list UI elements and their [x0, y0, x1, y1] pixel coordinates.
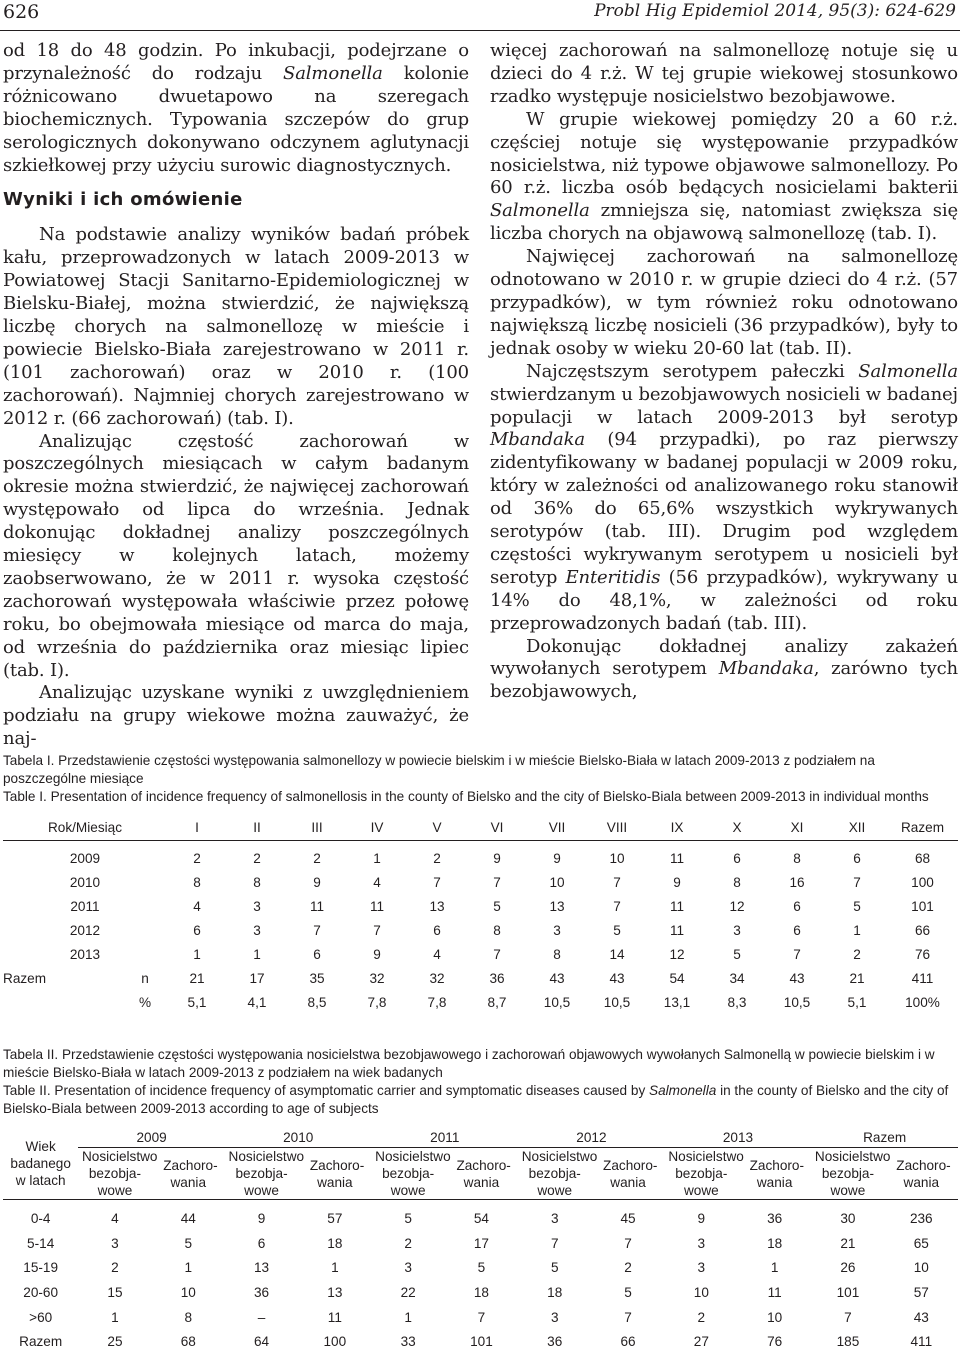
- table1-cell: 6: [793, 922, 801, 938]
- table2-disease-header: [738, 1148, 811, 1200]
- table2-carrier-label: Nosicielstwo bezobja-wowe: [814, 1149, 891, 1198]
- table2-cell: 5: [624, 1284, 632, 1300]
- table2-year-header: 2013: [665, 1127, 812, 1148]
- table2-cell: 21: [840, 1235, 856, 1251]
- table2-year-header: 2012: [518, 1127, 665, 1148]
- table1-cell: 8: [733, 874, 741, 890]
- table1-cell: 7: [313, 922, 321, 938]
- table1-cell: 2: [433, 850, 441, 866]
- table2: [3, 1127, 958, 1354]
- table2-carrier-header: [372, 1148, 451, 1200]
- serotype-name: Mbandaka: [718, 658, 814, 680]
- table2-carrier-label: Nosicielstwo bezobja-wowe: [668, 1149, 744, 1198]
- table2-cell: 36: [547, 1334, 563, 1350]
- page-number: 626: [3, 1, 40, 23]
- table1-cell: 16: [789, 874, 805, 890]
- table1-cell: 11: [309, 898, 325, 914]
- table-row: [3, 918, 958, 942]
- table1-cell: 7: [433, 874, 441, 890]
- table2-cell: 236: [909, 1210, 933, 1226]
- table1-year-cell: 2011: [70, 898, 100, 914]
- table2-cell: 9: [697, 1210, 706, 1226]
- table1-cell: 7: [613, 874, 621, 890]
- table2-cell: 64: [253, 1334, 270, 1350]
- table1-cell: 5: [613, 922, 621, 938]
- table2-cell: 2: [111, 1260, 119, 1276]
- table2-cell: 9: [257, 1210, 266, 1226]
- table2-cell: 5: [550, 1260, 559, 1276]
- table1-cell: 2: [313, 850, 321, 866]
- table1-header: XI: [790, 819, 804, 835]
- table-row: [3, 1305, 958, 1330]
- table1-cell: 12: [729, 898, 745, 914]
- table1-cell: 9: [493, 850, 501, 866]
- table2-cell: 54: [473, 1210, 489, 1226]
- table1-cell: 9: [373, 946, 381, 962]
- table-row: [3, 1255, 958, 1280]
- table1-cell: 36: [489, 970, 505, 986]
- table1-caption: [3, 752, 958, 806]
- table1-total-label: [3, 990, 123, 1014]
- table1-cell: 4,1: [247, 994, 267, 1010]
- table2-cell: 5: [404, 1210, 412, 1226]
- table2-cell: 2: [697, 1309, 706, 1325]
- table-row: [3, 1200, 958, 1231]
- table2-cell: 1: [404, 1309, 412, 1325]
- table2-year-header: 2009: [78, 1127, 225, 1148]
- table2-subheader-row: [3, 1148, 958, 1200]
- table2-cell: 68: [180, 1334, 196, 1350]
- table-row: [3, 942, 958, 966]
- genus-name: Salmonella: [649, 1083, 717, 1098]
- table1-cell: 3: [733, 922, 741, 938]
- table1-cell: 6: [853, 850, 861, 866]
- table1-header: VII: [548, 819, 566, 835]
- left-column: [3, 40, 469, 751]
- serotype-name: Mbandaka: [490, 429, 585, 451]
- serotype-name: Enteritidis: [565, 566, 661, 588]
- table2-cell: 1: [184, 1260, 193, 1276]
- table1-cell: 6: [733, 850, 741, 866]
- right-paragraph-3: Najczęstszym serotypem pałeczki Salmonella stwierdzanym u bezobjawowych nosicieli w badanej populacji w latach 2009-2013 był serotyp Mbandaka (94 przypadki), po raz pierwszy zidentyfikowany w badanej populacji w 2009 roku, który w zależności od analizowanego roku stanowił od 36% do 65,6% wszystkich wykrywanych serotypów (tab. III). Drugim pod względem częstości wykrywanym serotypem u nosicieli był serotyp Enteritidis (56 przypadków), wykrywany u 14% do 48,1%, w zależności od roku przeprowadzonych badań (tab. III).: [490, 360, 959, 634]
- table2-carrier-label: Nosicielstwo bezobja-wowe: [228, 1149, 305, 1198]
- table2-cell: 5: [477, 1260, 486, 1276]
- table1-cell: 4: [193, 898, 201, 914]
- table1-header: XII: [848, 819, 866, 835]
- table1-cell: 32: [369, 970, 385, 986]
- table2-disease-label: Zachoro-wania: [309, 1157, 365, 1190]
- journal-citation: Probl Hig Epidemiol 2014, 95(3): 624-629: [594, 1, 956, 21]
- table1-cell: 9: [313, 874, 321, 890]
- table2-body: [3, 1200, 958, 1355]
- table1-header: Rok/Miesiąc: [47, 819, 123, 835]
- table1-cell: 13: [429, 898, 445, 914]
- table1-header: VIII: [606, 819, 628, 835]
- table1-cell: 10,5: [543, 994, 571, 1010]
- table1-caption-pl: Tabela I. Przedstawienie częstości występowania salmonellozy w powiecie bielskim i w mieście Bielsko-Biała w latach 2009-2013 z podziałem na poszczególne miesiące: [3, 753, 875, 786]
- table2-cell: 100: [323, 1334, 347, 1350]
- table1-cell: 7: [613, 898, 621, 914]
- table-row: [3, 1329, 958, 1354]
- table1-cell: 14: [609, 946, 625, 962]
- table2-cell: 36: [253, 1284, 270, 1300]
- table2-cell: 3: [697, 1235, 706, 1251]
- table2-carrier-header: [518, 1148, 598, 1200]
- table1-cell: 100%: [905, 994, 940, 1010]
- table1-cell: 2: [193, 850, 201, 866]
- results-paragraph-1: Na podstawie analizy wyników badań próbek kału, przeprowadzonych w latach 2009-2013 w Powiatowej Stacji Sanitarno-Epidemiologicznej w Bielsku-Białej, można stwierdzić, że największą liczbę chorych na salmonellozę w mieście i powiecie Bielsko-Biała zarejestrowano w 2011 r. (101 zachorowań) oraz w 2010 r. (100 zachorowań). Najmniej chorych zarejestrowano w 2012 r. (66 zachorowań) (tab. I).: [3, 224, 469, 429]
- table2-disease-label: Zachoro-wania: [456, 1157, 511, 1190]
- table2-age-header: Wiek badanego w latach: [3, 1127, 78, 1200]
- table2-carrier-label: Nosicielstwo bezobja-wowe: [375, 1149, 451, 1198]
- table2-cell: 7: [624, 1235, 632, 1251]
- table2-caption-pl: Tabela II. Przedstawienie częstości występowania nosicielstwa bezobjawowego i zachorowań objawowych wywołanych Salmonellą w powiecie bielskim i w mieście Bielsko-Biała w latach 2009-2013 z podziałem na wiek badanych: [3, 1047, 935, 1080]
- table1-cell: 32: [429, 970, 445, 986]
- table1-cell: 21: [849, 970, 865, 986]
- table1-cell: 2: [253, 850, 261, 866]
- table1-cell: 11: [669, 922, 685, 938]
- table2-cell: 13: [327, 1284, 343, 1300]
- table2-cell: 57: [913, 1284, 929, 1300]
- table1-cell: 7: [793, 946, 801, 962]
- table1-year-cell: 2013: [69, 946, 101, 962]
- table2-disease-header: [152, 1148, 225, 1200]
- table1-cell: 6: [193, 922, 201, 938]
- table2-year-header: 2011: [372, 1127, 519, 1148]
- table2-cell: 10: [913, 1260, 929, 1276]
- table2-carrier-header: [811, 1148, 891, 1200]
- table1-cell: 5: [733, 946, 741, 962]
- table2-cell: 18: [767, 1235, 783, 1251]
- table2-cell: 8: [184, 1309, 193, 1325]
- table1-cell: 101: [911, 898, 934, 914]
- table1-cell: 8,7: [487, 994, 507, 1010]
- table1-cell: 34: [729, 970, 745, 986]
- table1-cell: 35: [309, 970, 325, 986]
- table2-cell: 7: [477, 1309, 486, 1325]
- table1-cell: 1: [853, 922, 861, 938]
- table1-cell: 8: [193, 874, 201, 890]
- table2-age-cell: 20-60: [23, 1284, 59, 1300]
- table1-cell: 3: [253, 898, 261, 914]
- table1-body: [3, 841, 958, 1015]
- table1-cell: 8,3: [727, 994, 747, 1010]
- table1-cell: 54: [669, 970, 685, 986]
- table1-total-label: Razem: [3, 970, 47, 986]
- table2-cell: 36: [767, 1210, 783, 1226]
- table1-cell: 66: [914, 922, 931, 938]
- table1-cell: 4: [433, 946, 441, 962]
- table1-header: III: [311, 819, 323, 835]
- table1-cell: 100: [911, 874, 934, 890]
- table2-cell: 5: [184, 1235, 193, 1251]
- table1-header: I: [195, 819, 199, 835]
- table2-cell: 43: [913, 1309, 929, 1325]
- table1-cell: 2: [853, 946, 861, 962]
- table2-caption-en: Table II. Presentation of incidence frequency of asymptomatic carrier and symptomatic diseases caused by Salmonella in the county of Bielsko and the city of Bielsko-Biala between 2009-2013 according to age of subjects: [3, 1083, 949, 1116]
- table1-cell: 1: [193, 946, 201, 962]
- table-row: [3, 870, 958, 894]
- table2-cell: 15: [107, 1284, 123, 1300]
- table1-cell: 8: [553, 946, 561, 962]
- table1-cell: 10,5: [783, 994, 811, 1010]
- table2-cell: 22: [400, 1284, 416, 1300]
- right-paragraph-1: W grupie wiekowej pomiędzy 20 a 60 r.ż. częściej notuje się występowanie przypadków nosicielstwa, niż typowe objawowe salmonellozy. Po 60 r.ż. liczba osób będących nosicielami bakterii Salmonella zmniejsza się, natomiast zwiększa się liczba chorych na objawową salmonellozę (tab. I).: [490, 108, 958, 245]
- table1-cell: 5,1: [847, 994, 867, 1010]
- table1-header: IX: [670, 819, 684, 835]
- table2-cell: 33: [400, 1334, 416, 1350]
- table2-cell: 7: [550, 1235, 559, 1251]
- table2-carrier-label: Nosicielstwo bezobja-wowe: [521, 1149, 598, 1198]
- table2-disease-header: [298, 1148, 371, 1200]
- table1-cell: 13: [549, 898, 565, 914]
- table1-year-cell: 2010: [69, 874, 101, 890]
- table2-cell: 101: [836, 1284, 860, 1300]
- table1-cell: 7,8: [367, 994, 387, 1010]
- table1-year-cell: 2009: [69, 850, 101, 866]
- table2-cell: 13: [253, 1260, 270, 1276]
- table1-cell: 10: [549, 874, 565, 890]
- table1-cell: 8,5: [307, 994, 327, 1010]
- table1-cell: 6: [433, 922, 441, 938]
- table1-cell: 11: [669, 898, 685, 914]
- right-column: [490, 40, 958, 704]
- table1-cell: 9: [673, 874, 681, 890]
- table2-cell: 30: [840, 1210, 856, 1226]
- table2-cell: 7: [844, 1309, 852, 1325]
- table2-carrier-label: Nosicielstwo bezobja-wowe: [81, 1149, 158, 1198]
- table1-cell: 1: [373, 850, 381, 866]
- table1-cell: 11: [669, 850, 685, 866]
- table1-cell: 9: [553, 850, 561, 866]
- table2-cell: 101: [470, 1334, 493, 1350]
- table1-cell: 411: [911, 970, 934, 986]
- right-paragraph-2: Najwięcej zachorowań na salmonellozę odnotowano w 2010 r. w grupie dzieci do 4 r.ż. (57 przypadków), w tym również roku odnotowano największą liczbę nosicieli (36 przypadków), były to jednak osoby w wieku 20-60 lat (tab. II).: [490, 246, 958, 359]
- table-row: [3, 966, 958, 990]
- table2-cell: 3: [404, 1260, 412, 1276]
- table2-cell: 2: [404, 1235, 412, 1251]
- table2-cell: 45: [620, 1210, 636, 1226]
- results-paragraph-3: Analizując uzyskane wyniki z uwzględnieniem podziału na grupy wiekowe można zauważyć, że naj-: [3, 682, 469, 750]
- table-row: [3, 894, 958, 918]
- table2-cell: 6: [257, 1235, 266, 1251]
- table2-cell: 10: [180, 1284, 196, 1300]
- table2-cell: 2: [624, 1260, 632, 1276]
- table-row: [3, 990, 958, 1014]
- table1-cell: 4: [373, 874, 381, 890]
- page-header: [0, 0, 960, 26]
- table2-cell: 11: [767, 1284, 782, 1300]
- table2-disease-label: Zachoro-wania: [896, 1157, 951, 1190]
- table1-cell: 10: [609, 850, 625, 866]
- table2-cell: 4: [111, 1210, 119, 1226]
- table2-cell: –: [257, 1309, 266, 1325]
- table1-total-sublabel: %: [138, 994, 152, 1010]
- results-paragraph-2: Analizując częstość zachorowań w poszczególnych miesiącach w całym badanym okresie można stwierdzić, że najwięcej zachorowań występowało od lipca do września. Jednak dokonując dokładnej analizy poszczególnych miesięcy w kolejnych latach, możemy zaobserwowano, że w 2011 r. wysoka częstość zachorowań występowała właściwie przez połowę roku, bo obejmowała miesiące od marca do maja, od września do października oraz miesiąc lipiec (tab. I).: [3, 430, 469, 681]
- table2-cell: 185: [836, 1334, 860, 1350]
- table1-cell: 13,1: [663, 994, 691, 1010]
- section-heading: Wyniki i ich omówienie: [3, 189, 243, 211]
- table2-carrier-header: [225, 1148, 305, 1200]
- table1-header: IV: [370, 819, 384, 835]
- table2-cell: 17: [473, 1235, 489, 1251]
- intro-paragraph: od 18 do 48 godzin. Po inkubacji, podejrzane o przynależność do rodzaju Salmonella kolonie różnicowano dwuetapowo na szeregach biochemicznych. Typowania szczepów do grup serologicznych dokonywano odczynem aglutynacji szkiełkowej przy użyciu surowic diagnostycznych.: [3, 40, 469, 176]
- table-row: [3, 1231, 958, 1256]
- table2-cell: 3: [697, 1260, 706, 1276]
- table1-caption-en: Table I. Presentation of incidence frequency of salmonellosis in the county of Bielsko and the city of Bielsko-Biala between 2009-2013 in individual months: [3, 789, 929, 804]
- table1-cell: 7: [853, 874, 861, 890]
- table1-cell: 7: [493, 946, 501, 962]
- table2-cell: 18: [473, 1284, 489, 1300]
- table1-cell: 43: [549, 970, 565, 986]
- table2-age-cell: 0-4: [30, 1210, 51, 1226]
- table1-cell: 43: [789, 970, 805, 986]
- table1-cell: 5,1: [187, 994, 207, 1010]
- table1-cell: 1: [253, 946, 261, 962]
- table2-cell: 66: [620, 1334, 636, 1350]
- table2-cell: 27: [693, 1334, 709, 1350]
- table2-cell: 3: [550, 1309, 559, 1325]
- table2-cell: 1: [111, 1309, 119, 1325]
- table1-header: VI: [490, 819, 504, 835]
- table2-cell: 7: [624, 1309, 632, 1325]
- table1-cell: 3: [253, 922, 261, 938]
- table1-cell: 76: [914, 946, 931, 962]
- table1: [3, 814, 958, 1014]
- table2-year-row: [3, 1127, 958, 1148]
- table2-cell: 1: [331, 1260, 339, 1276]
- table1-cell: 17: [249, 970, 265, 986]
- table1-cell: 8: [793, 850, 801, 866]
- table1-header: X: [732, 819, 742, 835]
- table2-cell: 3: [111, 1235, 119, 1251]
- table1-cell: 8: [493, 922, 501, 938]
- table2-age-cell: 5-14: [27, 1235, 55, 1251]
- table-row: [3, 841, 958, 871]
- table1-cell: 12: [669, 946, 685, 962]
- table1-cell: 21: [189, 970, 205, 986]
- table1-year-cell: 2012: [69, 922, 101, 938]
- table1-cell: 8: [253, 874, 261, 890]
- table1-cell: 7,8: [427, 994, 447, 1010]
- table1-header-row: [3, 814, 958, 841]
- table1-total-sublabel: n: [141, 970, 149, 986]
- table1-cell: 6: [313, 946, 321, 962]
- table1-cell: 68: [914, 850, 931, 866]
- table2-cell: 65: [913, 1235, 929, 1251]
- table2-age-cell: 15-19: [23, 1260, 59, 1276]
- table1-cell: 3: [553, 922, 561, 938]
- table2-disease-header: [885, 1148, 958, 1200]
- table2-cell: 3: [550, 1210, 559, 1226]
- table2-cell: 26: [840, 1260, 856, 1276]
- table1-header: Razem: [900, 819, 945, 835]
- table2-cell: 44: [180, 1210, 196, 1226]
- genus-name: Salmonella: [858, 360, 958, 382]
- table1-cell: 43: [609, 970, 625, 986]
- table2-year-header: Razem: [811, 1127, 958, 1148]
- table2-cell: 18: [547, 1284, 563, 1300]
- table2-cell: 18: [327, 1235, 343, 1251]
- table2-cell: 25: [107, 1334, 123, 1350]
- table2-disease-label: Zachoro-wania: [163, 1157, 218, 1190]
- table2-disease-header: [445, 1148, 518, 1200]
- table2-carrier-header: [665, 1148, 744, 1200]
- table2-cell: 411: [910, 1334, 933, 1350]
- table1-header: V: [432, 819, 442, 835]
- table-row: [3, 1280, 958, 1305]
- right-paragraph-4: Dokonując dokładnej analizy zakażeń wywołanych serotypem Mbandaka, zarówno tych bezobjawowych,: [490, 635, 958, 703]
- table1-cell: 10,5: [603, 994, 631, 1010]
- right-paragraph-0: więcej zachorowań na salmonellozę notuje się u dzieci do 4 r.ż. W tej grupie wiekowej stosunkowo rzadko występuje nosicielstwo bezobjawowe.: [490, 40, 958, 107]
- table2-carrier-header: [78, 1148, 158, 1200]
- table2-disease-header: [591, 1148, 664, 1200]
- table2-disease-label: Zachoro-wania: [749, 1157, 805, 1190]
- table2-age-cell: Razem: [19, 1334, 63, 1350]
- table2-cell: 1: [770, 1260, 779, 1276]
- table2-cell: 11: [327, 1309, 342, 1325]
- table2-caption: [3, 1046, 958, 1118]
- genus-name: Salmonella: [283, 62, 383, 84]
- table2-cell: 10: [767, 1309, 783, 1325]
- table1-cell: 5: [853, 898, 861, 914]
- table1-cell: 5: [493, 898, 501, 914]
- header-rule: [0, 30, 960, 31]
- table1-cell: 6: [793, 898, 801, 914]
- table1-header: II: [253, 819, 261, 835]
- table1-cell: 7: [373, 922, 381, 938]
- table2-cell: 10: [693, 1284, 709, 1300]
- table2-cell: 76: [767, 1334, 783, 1350]
- table2-cell: 57: [327, 1210, 343, 1226]
- table1-cell: 11: [369, 898, 385, 914]
- table2-age-cell: >60: [29, 1309, 53, 1325]
- table2-disease-label: Zachoro-wania: [603, 1157, 658, 1190]
- genus-name: Salmonella: [490, 200, 590, 222]
- table2-year-header: 2010: [225, 1127, 372, 1148]
- table1-cell: 7: [493, 874, 501, 890]
